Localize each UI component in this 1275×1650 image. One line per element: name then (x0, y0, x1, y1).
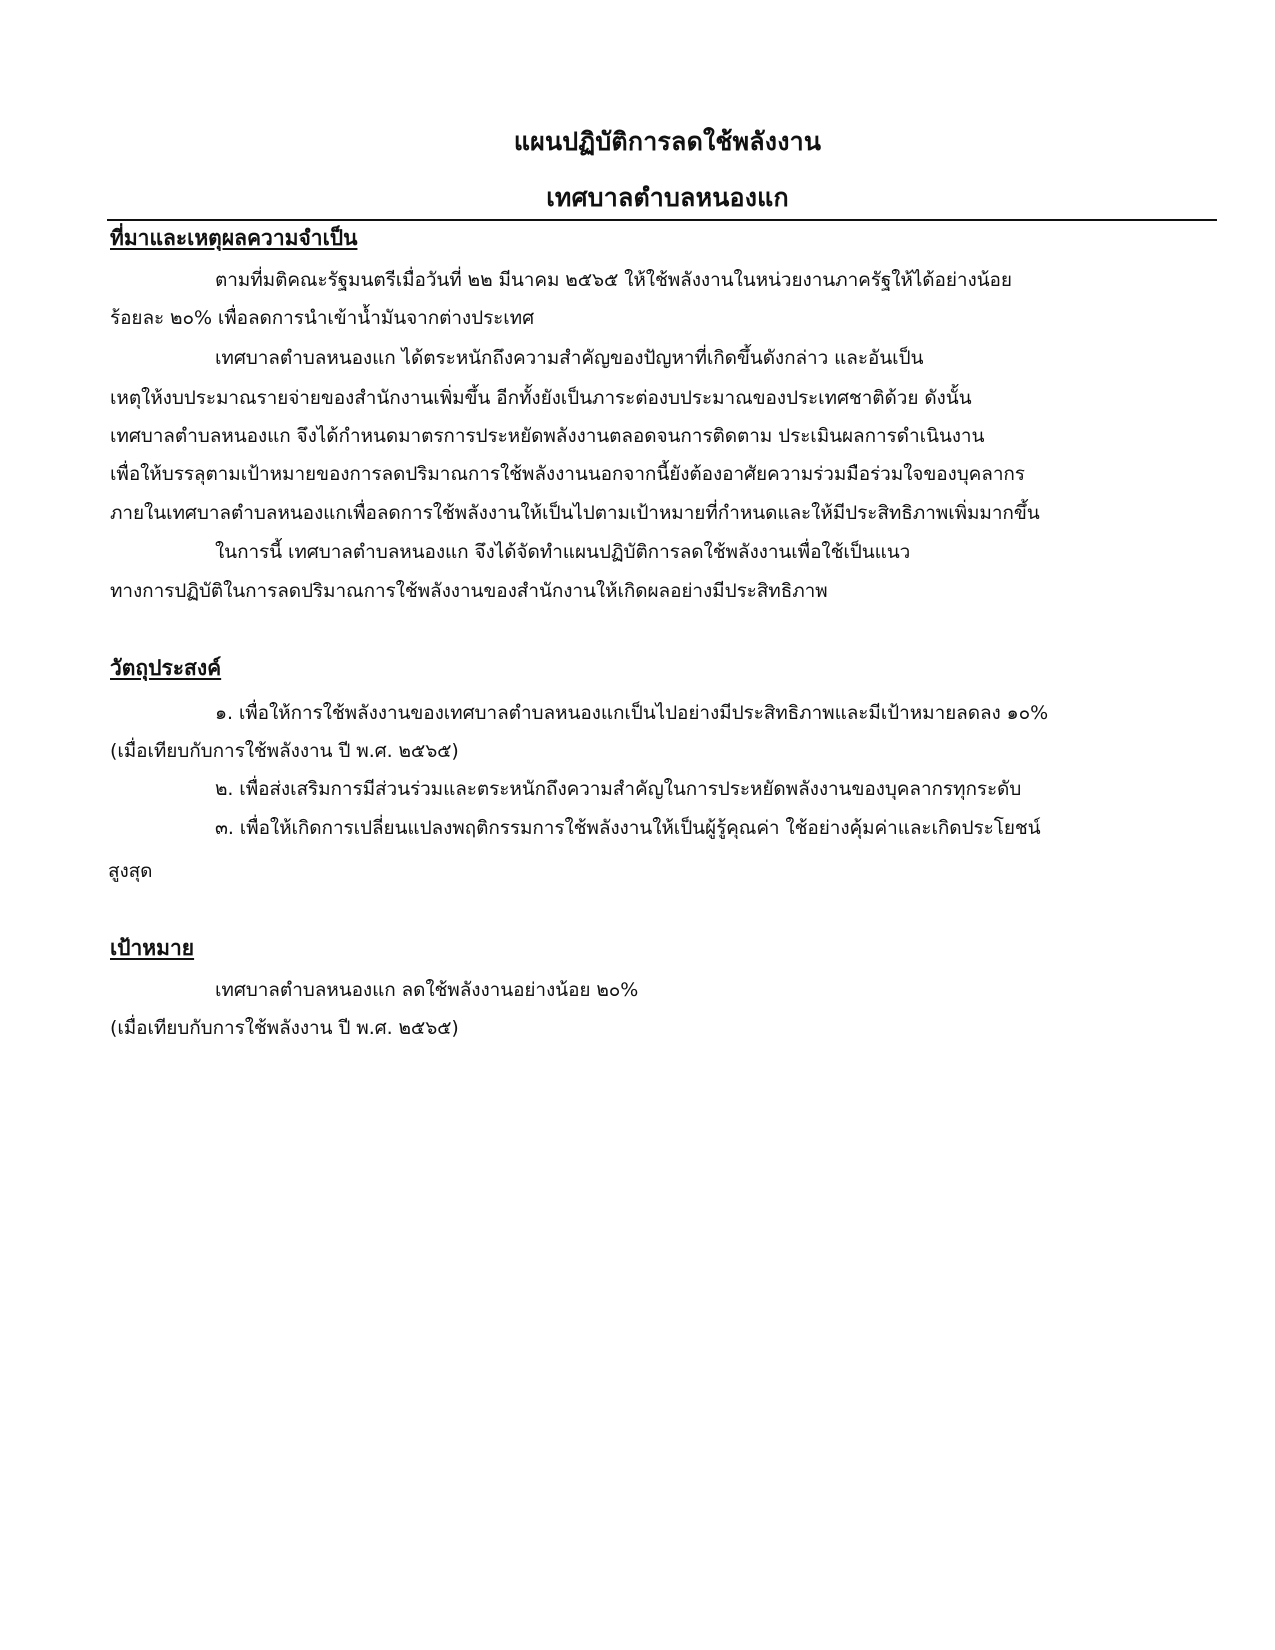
target-line: เทศบาลตำบลหนองแก ลดใช้พลังงานอย่างน้อย ๒๐% (215, 979, 639, 1001)
section-heading-target: เป้าหมาย (110, 936, 195, 960)
objective-item: ๑. เพื่อให้การใช้พลังงานของเทศบาลตำบลหนองแกเป็นไปอย่างมีประสิทธิภาพและมีเป้าหมายลดลง ๑๐% (215, 702, 1049, 724)
objective-item-continuation: (เมื่อเทียบกับการใช้พลังงาน ปี พ.ศ. ๒๕๖๕) (110, 740, 459, 762)
paragraph-line: ทางการปฏิบัติในการลดปริมาณการใช้พลังงานของสำนักงานให้เกิดผลอย่างมีประสิทธิภาพ (110, 580, 828, 602)
paragraph-line: ตามที่มติคณะรัฐมนตรีเมื่อวันที่ ๒๒ มีนาคม ๒๕๖๕ ให้ใช้พลังงานในหน่วยงานภาครัฐให้ได้อย่างน้อย (215, 269, 1012, 291)
paragraph-line: เทศบาลตำบลหนองแก ได้ตระหนักถึงความสำคัญของปัญหาที่เกิดขึ้นดังกล่าว และอันเป็น (215, 347, 924, 369)
objective-item: ๓. เพื่อให้เกิดการเปลี่ยนแปลงพฤติกรรมการใช้พลังงานให้เป็นผู้รู้คุณค่า ใช้อย่างคุ้มค่าและเกิดประโยชน์ (215, 817, 1041, 839)
section-heading-objectives: วัตถุประสงค์ (110, 656, 222, 680)
objective-item-continuation: สูงสุด (108, 860, 153, 882)
paragraph-line: เทศบาลตำบลหนองแก จึงได้กำหนดมาตรการประหยัดพลังงานตลอดจนการติดตาม ประเมินผลการดำเนินงาน (110, 425, 985, 447)
paragraph-line: ในการนี้ เทศบาลตำบลหนองแก จึงได้จัดทำแผนปฏิบัติการลดใช้พลังงานเพื่อใช้เป็นแนว (215, 541, 911, 563)
paragraph-line: ภายในเทศบาลตำบลหนองแกเพื่อลดการใช้พลังงานให้เป็นไปตามเป้าหมายที่กำหนดและให้มีประสิทธิภาพเพิ่มมากขึ้น (110, 502, 1040, 524)
section-heading-background: ที่มาและเหตุผลความจำเป็น (110, 226, 358, 250)
objective-item: ๒. เพื่อส่งเสริมการมีส่วนร่วมและตระหนักถึงความสำคัญในการประหยัดพลังงานของบุคลากรทุกระดับ (215, 778, 1022, 800)
title-divider (107, 219, 1217, 221)
document-title: แผนปฏิบัติการลดใช้พลังงาน (513, 127, 822, 156)
paragraph-line: เหตุให้งบประมาณรายจ่ายของสำนักงานเพิ่มขึ้น อีกทั้งยังเป็นภาระต่องบประมาณของประเทศชาติด้วย ดังนั้น (110, 387, 972, 409)
target-line: (เมื่อเทียบกับการใช้พลังงาน ปี พ.ศ. ๒๕๖๕) (110, 1017, 459, 1039)
paragraph-line: เพื่อให้บรรลุตามเป้าหมายของการลดปริมาณการใช้พลังงานนอกจากนี้ยังต้องอาศัยความร่วมมือร่วมใจของบุคลากร (110, 463, 1025, 485)
document-subtitle: เทศบาลตำบลหนองแก (546, 183, 789, 212)
paragraph-line: ร้อยละ ๒๐% เพื่อลดการนำเข้าน้ำมันจากต่างประเทศ (110, 307, 535, 329)
